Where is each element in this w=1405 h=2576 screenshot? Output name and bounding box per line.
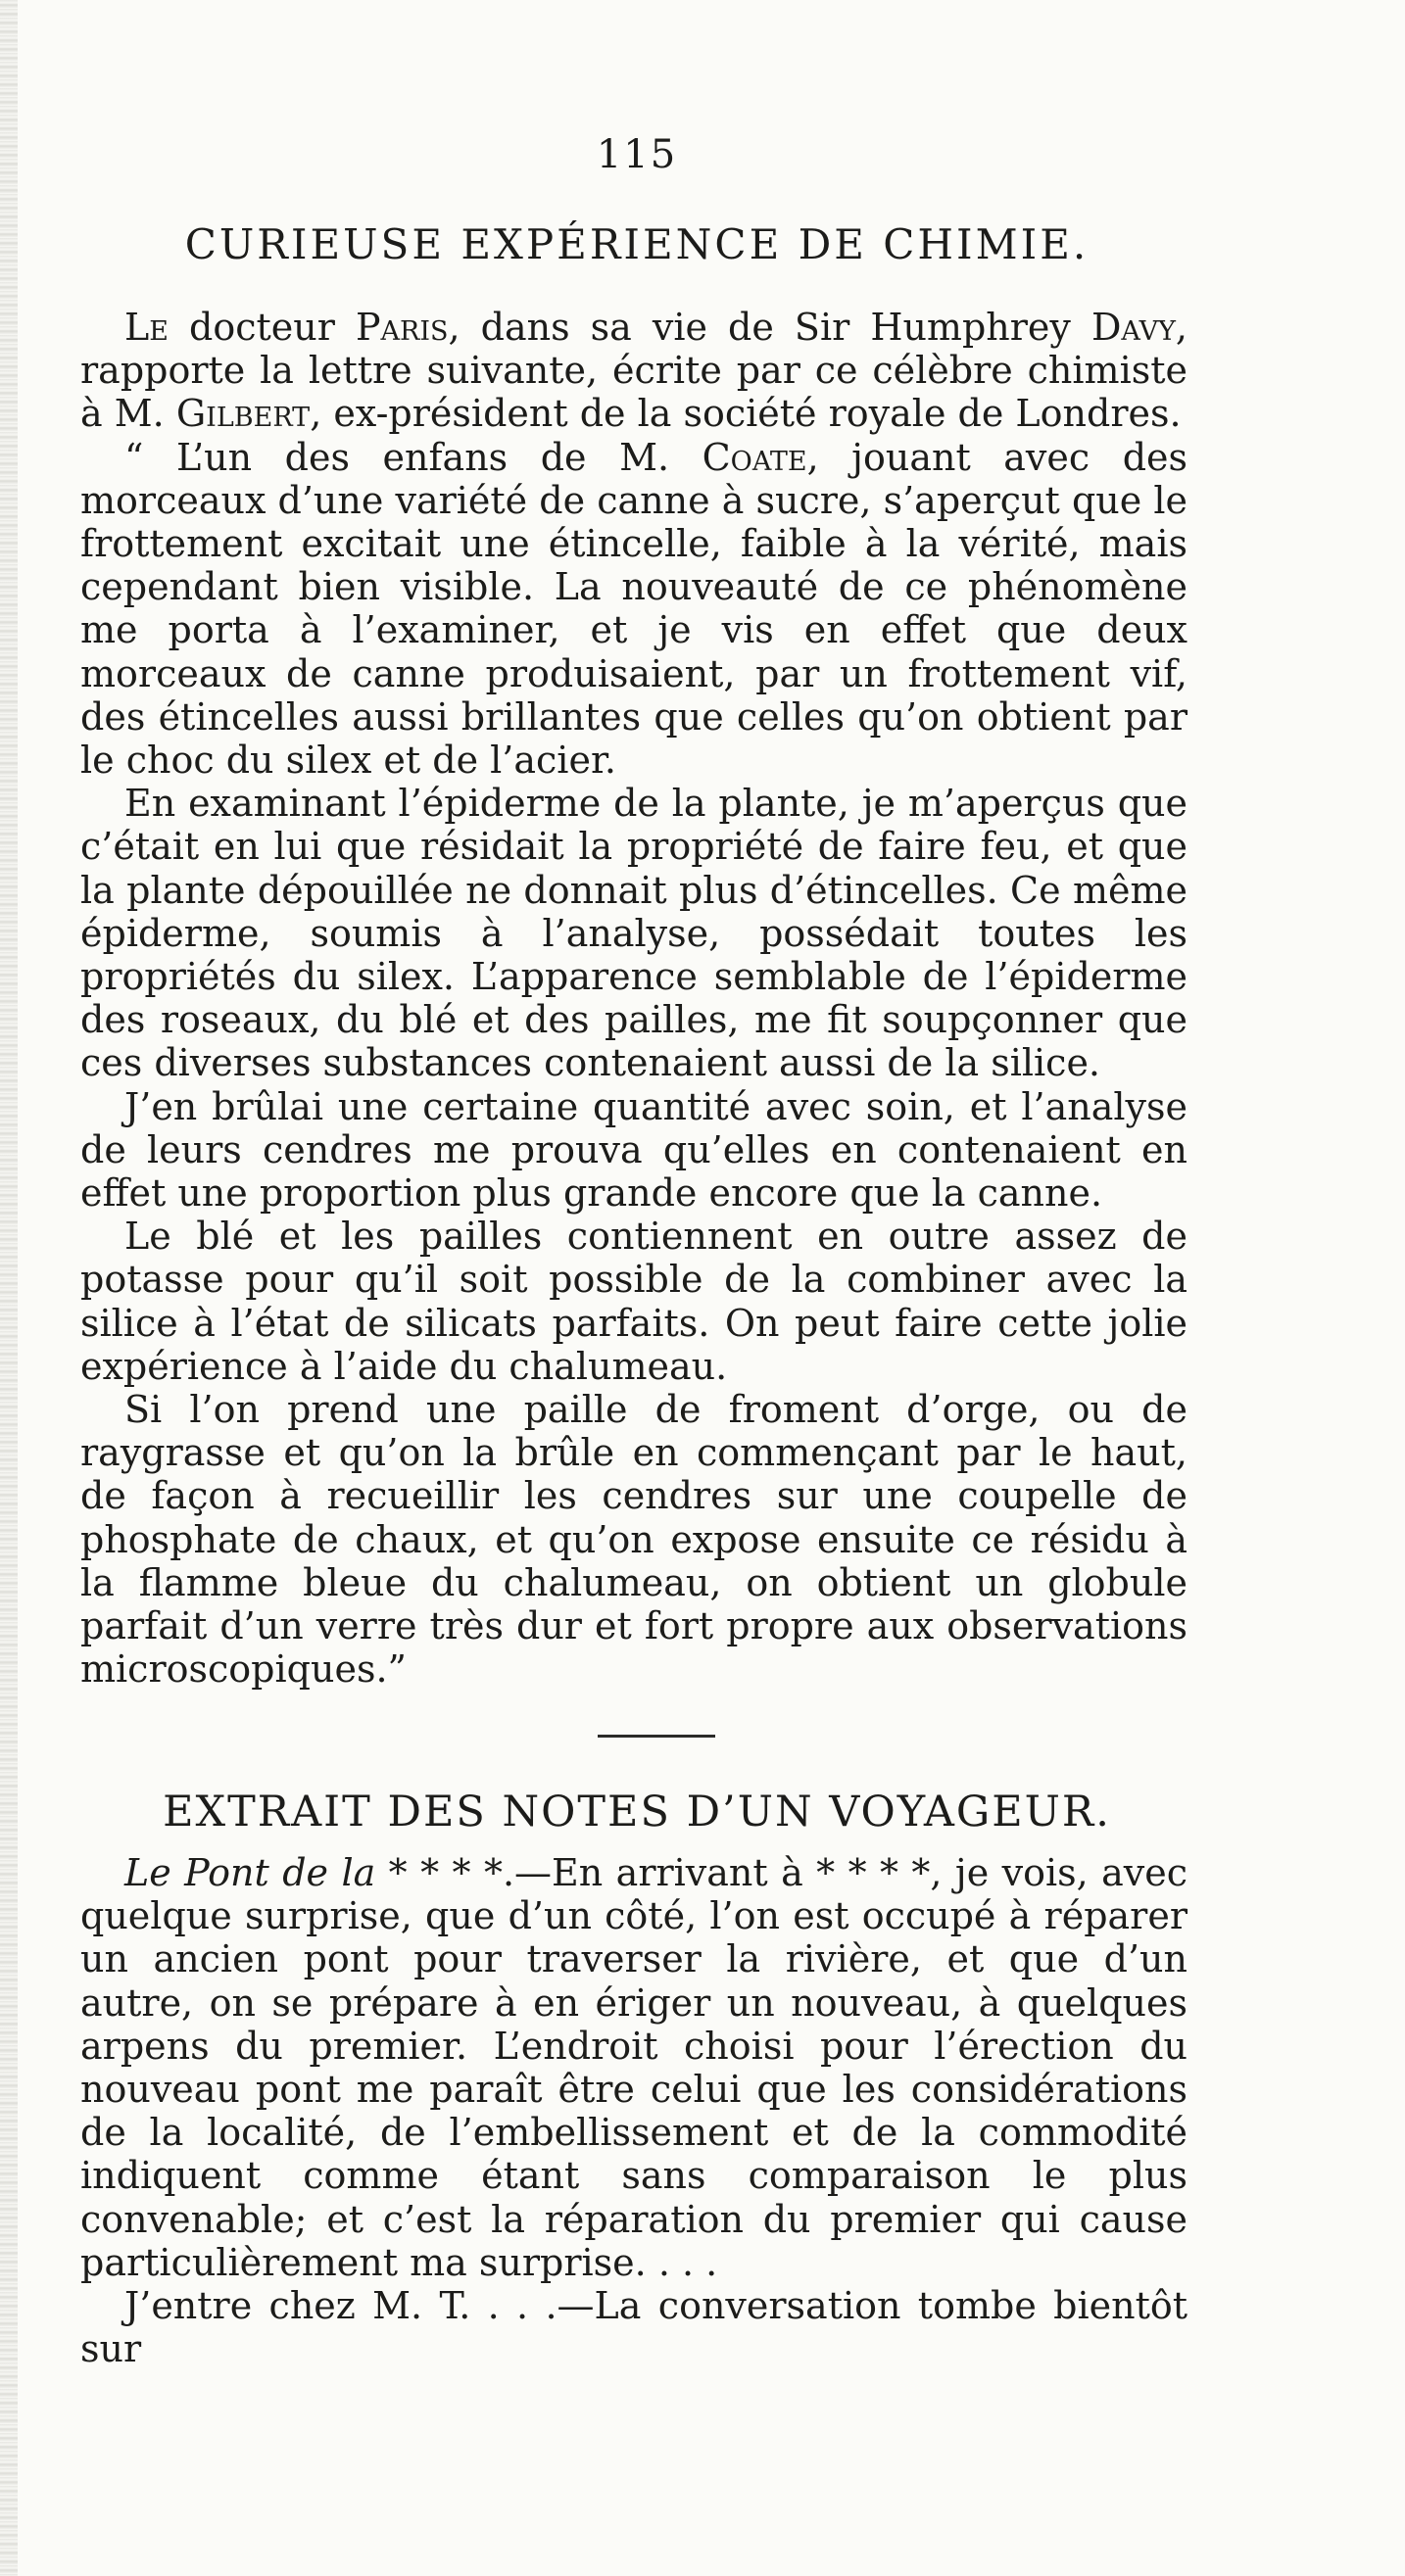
text-run: , dans sa vie de Sir Humphrey xyxy=(448,306,1091,349)
text-run: docteur xyxy=(168,306,356,349)
paragraph: Le blé et les pailles contiennent en outre assez de potasse pour qu’il soit possible de la combiner avec la silice à l’état de silicats parfaits. On peut faire cette jolie expérience à l’aide du chalumeau. xyxy=(80,1215,1187,1388)
paragraph xyxy=(80,1851,1187,2284)
article-body-chimie xyxy=(80,306,1187,1692)
paragraph: En examinant l’épiderme de la plante, je m’aperçus que c’était en lui que résidait la propriété de faire feu, et que la plante dépouillée ne donnait plus d’étincelles. Ce même épiderme, soumis à l’analyse, possédait toutes les propriétés du silex. L’apparence semblable de l’épiderme des roseaux, du blé et des pailles, me fit soupçonner que ces diverses substances contenaient aussi de la silice. xyxy=(80,782,1187,1085)
italic-lead: Le Pont de la xyxy=(124,1851,376,1894)
page-binding-edge xyxy=(0,0,18,2576)
paragraph xyxy=(80,306,1187,436)
paragraph xyxy=(80,436,1187,783)
text-run: “ L’un des enfans de M. xyxy=(124,435,702,479)
article-title-voyageur: EXTRAIT DES NOTES D’UN VOYAGEUR. xyxy=(163,1788,1111,1837)
text-run: , ex-président de la société royale de Londres. xyxy=(310,392,1182,436)
article-body-voyageur xyxy=(80,1851,1187,2370)
section-divider xyxy=(598,1735,715,1738)
paragraph: J’entre chez M. T. . . .—La conversation tombe bientôt sur xyxy=(80,2284,1187,2371)
paragraph: J’en brûlai une certaine quantité avec soin, et l’analyse de leurs cendres me prouva qu’elles en contenaient en effet une proportion plus grande encore que la canne. xyxy=(80,1084,1187,1216)
name-coate: Coate xyxy=(702,435,807,479)
name-gilbert: Gilbert xyxy=(175,392,311,436)
text-run: , jouant avec des morceaux d’une variété de canne à sucre, s’aperçut que le frottement excitait une étincelle, faible à la vérité, mais cependant bien visible. La nouveauté de ce phénomène me porta à l’examiner, et je vis en effet que deux morceaux de canne produisaient, par un frottement vif, des étincelles aussi brillantes que celles qu’on obtient par le choc du silex et de l’acier. xyxy=(80,435,1188,783)
text-run: , rapporte la lettre suivante, écrite par ce célèbre chimiste à M. xyxy=(80,306,1187,436)
paragraph: Si l’on prend une paille de froment d’orge, ou de raygrasse et qu’on la brûle en commençant par le haut, de façon à recueillir les cendres sur une coupelle de phosphate de chaux, et qu’on expose ensuite ce résidu à la flamme bleue du chalumeau, on obtient un globule parfait d’un verre très dur et fort propre aux observations microscopiques.” xyxy=(80,1388,1187,1692)
name-paris: Paris xyxy=(355,306,449,349)
name-davy: Davy xyxy=(1090,306,1176,349)
article-title-chimie: CURIEUSE EXPÉRIENCE DE CHIMIE. xyxy=(184,220,1090,268)
text-run: * * * *.—En arrivant à * * * *, je vois, avec quelque surprise, que d’un côté, l’on est occupé à réparer un ancien pont pour traverser la rivière, et que d’un autre, on se prépare à en ériger un nouveau, à quelques arpens du premier. L’endroit choisi pour l’érection du nouveau pont me paraît être celui que les considérations de la localité, de l’embellissement et de la commodité indiquent comme étant sans comparaison le plus convenable; et c’est la réparation du premier qui cause particulièrement ma surprise. . . . xyxy=(80,1851,1187,2284)
word-le: Le xyxy=(124,306,169,349)
page-number: 115 xyxy=(596,132,678,177)
